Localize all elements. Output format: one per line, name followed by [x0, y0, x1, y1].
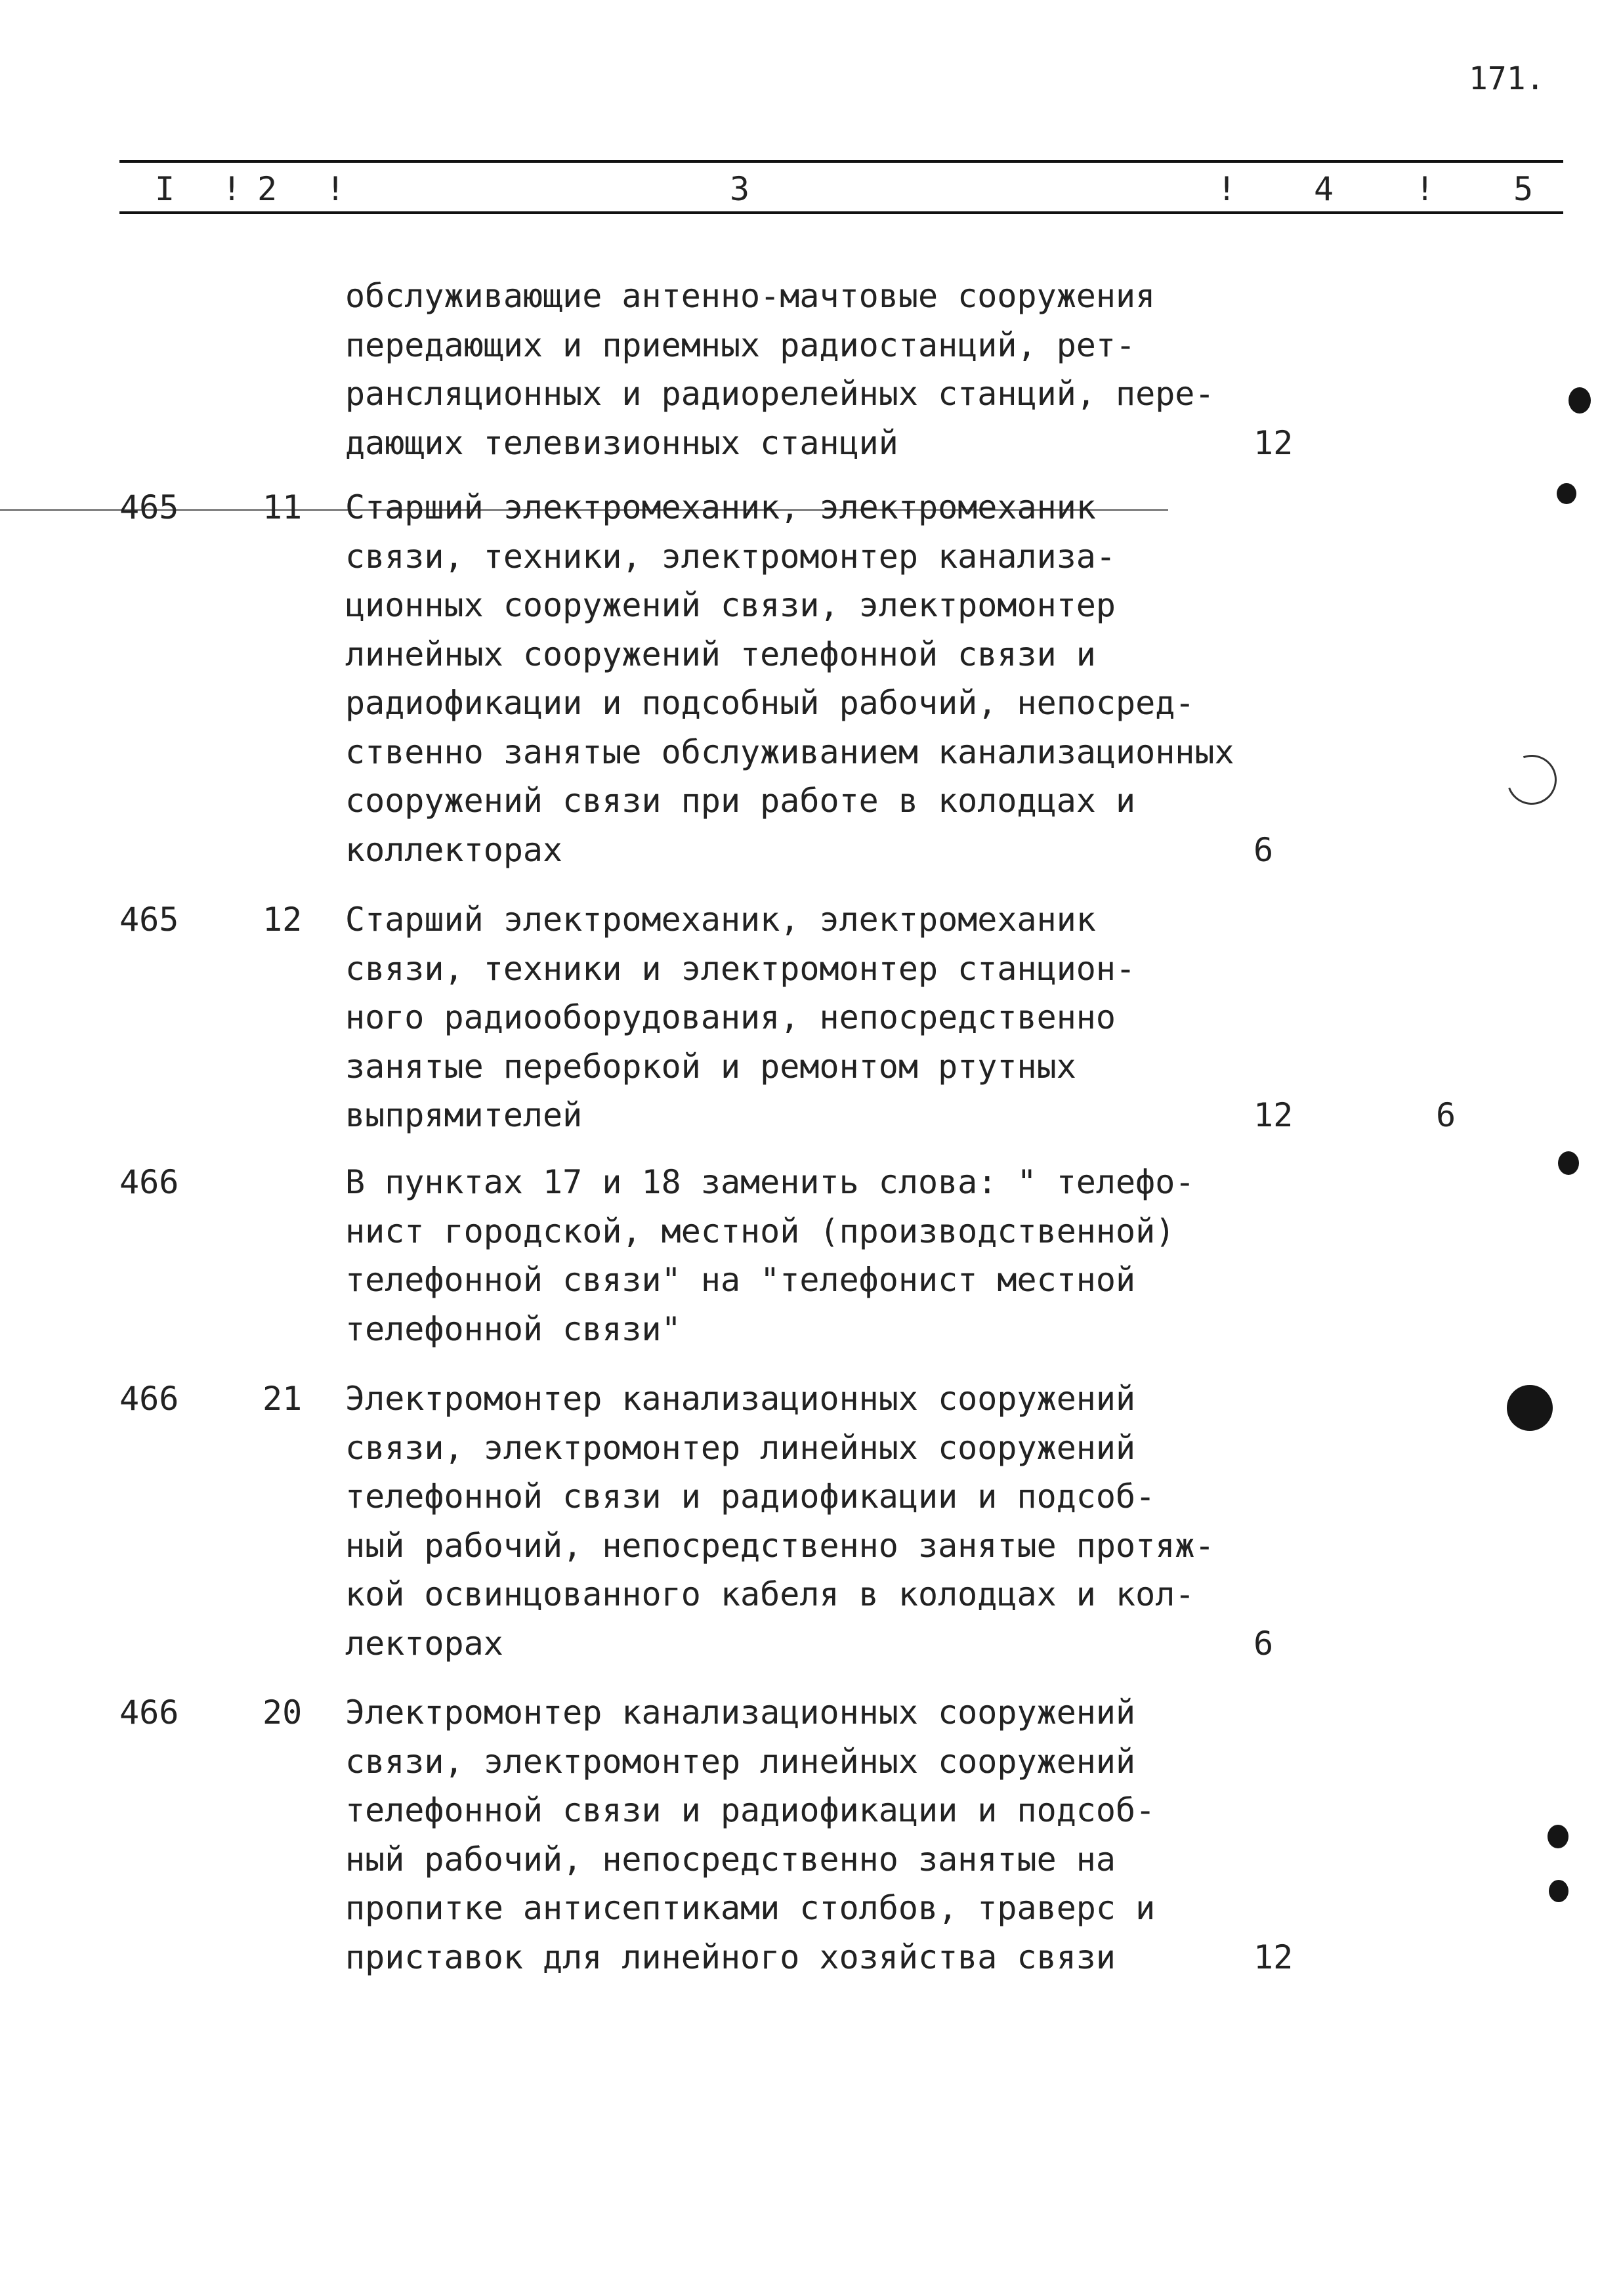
row-line: ционных сооружений связи, электромонтер [345, 586, 1116, 624]
row-col4: 6 [1253, 1624, 1274, 1663]
row-col4: 12 [1253, 1938, 1294, 1976]
ink-blot [1557, 483, 1576, 504]
row-line: телефонной связи" [345, 1309, 681, 1348]
row-line: кой освинцованного кабеля в колодцах и кол- [345, 1575, 1195, 1613]
row-line: Электромонтер канализационных сооружений [345, 1693, 1136, 1732]
header-col5: 5 [1513, 170, 1534, 208]
row-col2: 12 [263, 901, 303, 939]
row-line: приставок для линейного хозяйства связи [345, 1938, 1116, 1976]
ink-blot [1507, 1385, 1553, 1431]
header-sep4: ! [1415, 170, 1435, 208]
header-bottom-rule [119, 211, 1563, 214]
header-top-rule [119, 160, 1563, 163]
row-col2: 21 [263, 1380, 303, 1418]
row-line: линейных сооружений телефонной связи и [345, 635, 1096, 673]
header-col4: 4 [1314, 170, 1334, 208]
row-description [345, 272, 1264, 467]
row-line: связи, техники и электромонтер станцион- [345, 949, 1136, 988]
row-line: телефонной связи" на "телефонист местной [345, 1261, 1136, 1299]
row-col1: 466 [119, 1163, 179, 1201]
row-line: обслуживающие антенно-мачтовые сооружения [345, 277, 1156, 315]
row-line: Электромонтер канализационных сооружений [345, 1380, 1136, 1418]
ink-blot [1558, 1151, 1579, 1175]
row-line: радиофикации и подсобный рабочий, непосред- [345, 684, 1195, 722]
row-line: пропитке антисептиками столбов, траверс и [345, 1889, 1156, 1927]
header-col1: I [155, 170, 175, 208]
row-description [345, 895, 1264, 1140]
row-line: Старший электромеханик, электромеханик [345, 488, 1096, 526]
row-line: коллекторах [345, 830, 563, 869]
row-col2: 20 [263, 1693, 303, 1732]
ink-blot [1568, 387, 1591, 414]
row-line: дающих телевизионных станций [345, 423, 898, 462]
row-line: ственно занятые обслуживанием канализационных [345, 733, 1234, 771]
header-sep1: ! [222, 170, 242, 208]
row-description [345, 483, 1264, 874]
row-line: выпрямителей [345, 1096, 583, 1134]
row-line: лекторах [345, 1624, 503, 1663]
row-col5: 6 [1436, 1096, 1456, 1134]
row-line: рансляционных и радиорелейных станций, пере- [345, 375, 1215, 413]
row-col4: 12 [1253, 1096, 1294, 1134]
row-line: связи, электромонтер линейных сооружений [345, 1742, 1136, 1781]
row-line: телефонной связи и радиофикации и подсоб- [345, 1478, 1156, 1516]
pencil-mark [1499, 747, 1565, 813]
row-line: Старший электромеханик, электромеханик [345, 901, 1096, 939]
row-line: нист городской, местной (производственной) [345, 1212, 1175, 1250]
row-col1: 465 [119, 488, 179, 526]
header-col3: 3 [730, 170, 750, 208]
row-col2: 11 [263, 488, 303, 526]
row-line: ный рабочий, непосредственно занятые на [345, 1840, 1116, 1879]
row-col1: 466 [119, 1380, 179, 1418]
row-line: В пунктах 17 и 18 заменить слова: " телефо- [345, 1163, 1195, 1201]
row-line: сооружений связи при работе в колодцах и [345, 782, 1136, 820]
row-line: связи, техники, электромонтер канализа- [345, 537, 1116, 576]
row-col1: 465 [119, 901, 179, 939]
page-number: 171. [1469, 60, 1545, 97]
row-col4: 6 [1253, 830, 1274, 869]
row-col1: 466 [119, 1693, 179, 1732]
row-line: телефонной связи и радиофикации и подсоб- [345, 1791, 1156, 1829]
row-description [345, 1688, 1264, 1982]
row-line: ный рабочий, непосредственно занятые протяж- [345, 1526, 1215, 1565]
row-line: связи, электромонтер линейных сооружений [345, 1428, 1136, 1467]
row-description [345, 1158, 1264, 1353]
ink-blot [1547, 1825, 1568, 1848]
row-line: ного радиооборудования, непосредственно [345, 998, 1116, 1036]
row-col4: 12 [1253, 423, 1294, 462]
header-col2: 2 [257, 170, 278, 208]
row-line: занятые переборкой и ремонтом ртутных [345, 1047, 1076, 1086]
row-line: передающих и приемных радиостанций, рет- [345, 326, 1136, 364]
row-description [345, 1374, 1264, 1668]
header-sep3: ! [1217, 170, 1237, 208]
ink-blot [1549, 1880, 1568, 1902]
header-sep2: ! [326, 170, 346, 208]
